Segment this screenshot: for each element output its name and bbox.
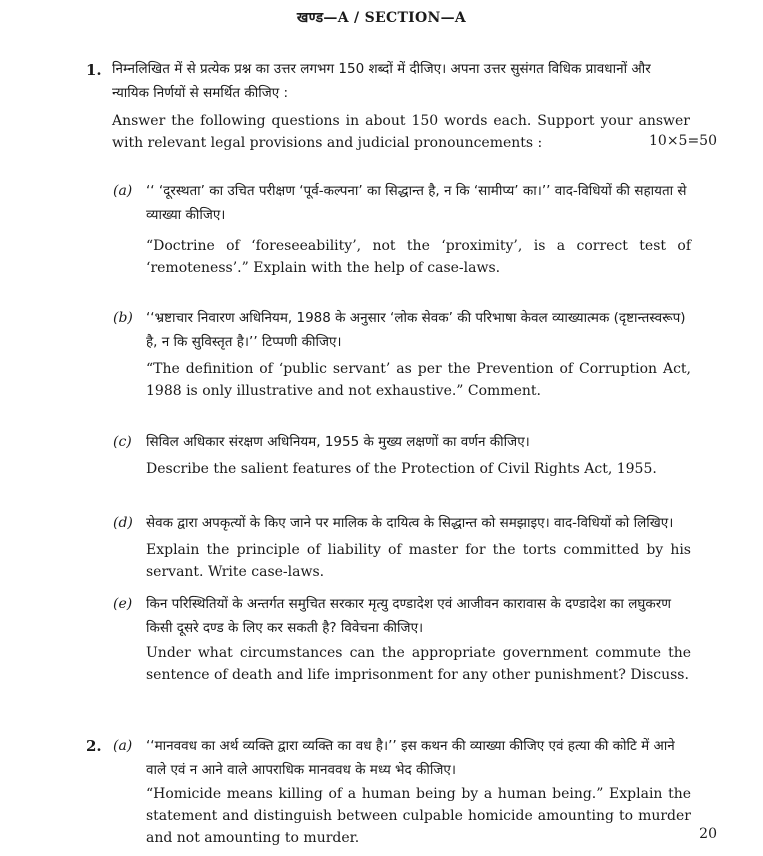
subpart-hindi-text: ‘‘मानववध का अर्थ व्यक्ति द्वारा व्यक्ति का वध है।’’ इस कथन की व्याख्या कीजिए एवं हत्या की कोटि में आने वाले एवं न आने वाले आपराधिक मानववध के मध्य भेद कीजिए। bbox=[146, 738, 675, 778]
subpart-hindi-text: सिविल अधिकार संरक्षण अधिनियम, 1955 के मुख्य लक्षणों का वर्णन कीजिए। bbox=[146, 434, 530, 450]
subpart-english-text: “Homicide means killing of a human being by a human being.” Explain the statement and distinguish between culpable homicide amounting to murder and not amounting to murder. bbox=[146, 786, 691, 846]
subpart-english-text: “Doctrine of ‘foreseeability’, not the ‘proximity’, is a correct test of ‘remoteness’.” Explain with the help of case-laws. bbox=[146, 238, 691, 276]
subpart-hindi-text: किन परिस्थितियों के अन्तर्गत समुचित सरकार मृत्यु दण्डादेश एवं आजीवन कारावास के दण्डादेश का लघुकरण किसी दूसरे दण्ड के लिए कर सकती है? विवेचना कीजिए। bbox=[146, 596, 671, 636]
subpart-hindi-text: ‘‘ ‘दूरस्थता’ का उचित परीक्षण ‘पूर्व-कल्पना’ का सिद्धान्त है, न कि ‘सामीप्य’ का।’’ वाद-विधियों की सहायता से व्याख्या कीजिए। bbox=[146, 183, 687, 223]
subpart-hindi-text: ‘‘भ्रष्टाचार निवारण अधिनियम, 1988 के अनुसार ‘लोक सेवक’ की परिभाषा केवल व्याख्यात्मक (दृष्टान्तस्वरूप) है, न कि सुविस्तृत है।’’ टिप्पणी कीजिए। bbox=[146, 310, 686, 350]
question-number: 1. bbox=[86, 61, 102, 79]
subpart-label: (b) bbox=[113, 310, 133, 326]
question-number: 2. bbox=[86, 737, 102, 755]
marks: 20 bbox=[699, 826, 717, 842]
subpart-hindi-text: सेवक द्वारा अपकृत्यों के किए जाने पर मालिक के दायित्व के सिद्धान्त को समझाइए। वाद-विधियों को लिखिए। bbox=[146, 515, 674, 531]
question-english-intro: Answer the following questions in about 150 words each. Support your answer with relevant legal provisions and judicial pronouncements : bbox=[112, 113, 690, 151]
marks: 10×5=50 bbox=[649, 133, 717, 149]
subpart-english-text: Under what circumstances can the appropriate government commute the sentence of death and life imprisonment for any other punishment? Discuss. bbox=[146, 645, 691, 683]
subpart-label: (a) bbox=[113, 183, 133, 199]
section-heading: खण्ड—A / SECTION—A bbox=[296, 10, 467, 26]
subpart-english-text: “The definition of ‘public servant’ as per the Prevention of Corruption Act, 1988 is only illustrative and not exhaustive.” Comment. bbox=[146, 361, 691, 399]
question-hindi-intro: निम्नलिखित में से प्रत्येक प्रश्न का उत्तर लगभग 150 शब्दों में दीजिए। अपना उत्तर सुसंगत विधिक प्रावधानों और न्यायिक निर्णयों से समर्थित कीजिए : bbox=[112, 61, 651, 101]
subpart-label: (c) bbox=[113, 434, 132, 450]
subpart-english-text: Explain the principle of liability of master for the torts committed by his servant. Write case-laws. bbox=[146, 542, 691, 580]
subpart-english-text: Describe the salient features of the Protection of Civil Rights Act, 1955. bbox=[146, 461, 657, 477]
subpart-label: (d) bbox=[113, 515, 133, 531]
subpart-label: (e) bbox=[113, 596, 133, 612]
subpart-label: (a) bbox=[113, 738, 133, 754]
